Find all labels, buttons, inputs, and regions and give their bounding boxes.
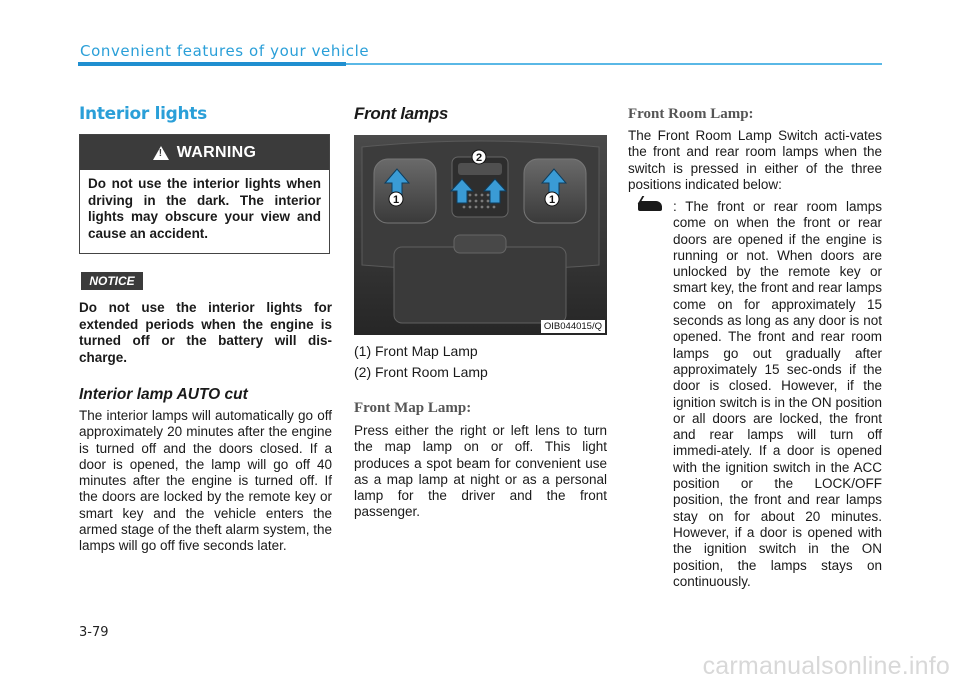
section-header-title: Convenient features of your vehicle (80, 42, 370, 60)
front-room-lamp-title: Front Room Lamp: (628, 106, 754, 122)
header-rule-accent (78, 62, 346, 66)
section-title: Interior lights (79, 104, 207, 124)
door-position-text: : The front or rear room lamps come on when the front or rear doors are opened if the engine is running or not. When doors are unlocked by the remote key or smart key, the front and rear lamps come on for approximately 15 seconds as long as any door is not opened. The front and rear room lamps go out gradually after approximately 15 sec-onds if the door is closed. However, if the ignition switch is in the ON position or all doors are locked, the front and rear lamps will turn off immedi-ately. If a door is opened with the ignition switch in the ACC position or the LOCK/OFF position, the front and rear lamps stay on for about 20 minutes. However, if a door is opened with the ignition switch in the ON position, the lamps stays on continuously. (673, 199, 882, 589)
callout-1-right: 1 (548, 194, 556, 206)
callout-1-left: 1 (392, 194, 400, 206)
watermark: carmanualsonline.info (702, 652, 950, 680)
front-room-lamp-intro: The Front Room Lamp Switch acti-vates the front and rear room lamps when the switch is pressed in either of the three positions indicated below: (628, 128, 882, 192)
auto-cut-text: The interior lamps will automatically go off approximately 20 minutes after the engine is turned off and the doors closed. If a door is opened, the lamp will go off 40 minutes after the engine is turned off. If the doors are locked by the remote key or smart key and the vehicle enters the armed stage of the theft alarm system, the lamps will go off five seconds later. (79, 408, 332, 554)
notice-badge: NOTICE (81, 272, 143, 290)
header-rule (346, 63, 882, 65)
callout-2: 2 (475, 152, 483, 164)
list-item-room-lamp: (2) Front Room Lamp (354, 364, 488, 380)
notice-text: Do not use the interior lights for extended periods when the engine is turned off or the battery will dis-charge. (79, 300, 332, 365)
map-lamp-title: Front Map Lamp: (354, 400, 472, 416)
warning-label: WARNING (176, 143, 257, 161)
warning-triangle-icon (153, 146, 169, 160)
figure-code: OIB044015/Q (541, 320, 605, 333)
front-lamps-title: Front lamps (354, 104, 448, 123)
door-lamp-icon (638, 201, 662, 211)
map-lamp-text: Press either the right or left lens to turn the map lamp on or off. This light produces a spot beam for convenient use as a map lamp at night or as a personal lamp for the driver and the front passenger. (354, 423, 607, 520)
front-lamps-figure (354, 135, 607, 335)
list-item-map-lamp: (1) Front Map Lamp (354, 343, 478, 359)
overhead-console-illustration (354, 135, 607, 335)
auto-cut-title: Interior lamp AUTO cut (79, 386, 248, 403)
warning-box (79, 134, 330, 254)
warning-header (80, 135, 329, 170)
warning-text: Do not use the interior lights when driving in the dark. The interior lights may obscure your view and cause an accident. (88, 176, 321, 241)
page-number: 3-79 (79, 625, 109, 640)
